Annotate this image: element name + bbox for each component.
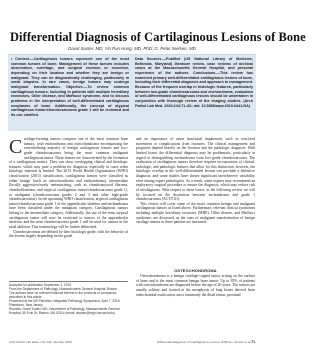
section-body bbox=[136, 274, 255, 297]
right-paragraph-2: This review will cover some of the more common benign and malignant cartilaginous tumors as listed above. Furthermore, relevant clinical syndromes including multiple hereditary exostoses (MHE), Ollier disease, and Maffucci syndrome, are discussed, as the rates of malignant transformation of benign cartilage tumors in these patients are increased. bbox=[136, 201, 255, 225]
abstract-left: • Context.—Cartilaginous tumors represent one of the most common tumors of bone. Management of these tumors includes observation, curettage, and surgical excision or resection, depending on their location and whether they are benign or malignant. They can be diagnostically challenging, particularly in small biopsies. In rare cases, benign tumors may undergo malignant transformation. Objective.—To review common cartilaginous tumors, including in patients with multiple hereditary exostoses, Ollier disease, and Maffucci syndrome, and to discuss problems in the interpretation of well-differentiated cartilaginous neoplasms of bone. Additionally, the concept of atypical cartilaginous tumor/chondrosarcoma grade 1 will be reviewed and its use clarified. bbox=[11, 57, 129, 117]
page-number: 71 bbox=[251, 340, 255, 344]
journal-footer: Arch Pathol Lab Med—Vol 144, January 2020 bbox=[9, 340, 72, 344]
footnote-rule bbox=[9, 281, 128, 282]
running-title-footer bbox=[157, 340, 255, 344]
section-paragraph: Osteochondroma is a benign cartilage-capped tumor arising on the surface of bone and is the most common benign bone tumor. Up to 85% of patients with osteochondroma are diagnosed before the age of 20 years. The tumors are usually solitary and located at the metaphysis of long bones derived from endochondral ossification, most commonly the distal femur, proximal bbox=[136, 274, 255, 297]
running-title: Differential Diagnosis of Cartilaginous Lesions of Bone—Suster et al bbox=[156, 340, 251, 344]
dropcap: C bbox=[9, 136, 23, 158]
section-heading: OSTEOCHONDROMA bbox=[174, 268, 217, 273]
footnote-accepted: Accepted for publication September 3, 2019. bbox=[9, 283, 72, 287]
body-column-left bbox=[9, 137, 128, 239]
article-authors: David Suster, MD; Yin Pun Hung, MD, PhD; G. Petur Nielsen, MD bbox=[68, 46, 196, 51]
abstract-right: Data Sources.—PubMed (US National Library of Medicine, Bethesda, Maryland) literature review, case reviews of archival cases at the Massachusetts General Hospital, and personal experience of the authors. Conclusions.—This review has examined primary well-differentiated cartilaginous lesions of bone, including their differential diagnosis and approach to management. Because of the frequent overlap in histologic features, particularly between low-grade chondrosarcoma and enchondroma, evaluation of well-differentiated cartilaginous lesions should be undertaken in conjunction with thorough review of the imaging studies. (Arch Pathol Lab Med. 2020;144:71–82; doi: 10.5858/arpa.2019-0441-RA) bbox=[135, 57, 254, 108]
footnotes bbox=[9, 283, 128, 315]
footnote-reprints: Reprints: David Suster, MD, Department of Pathology, Massachusetts General Hospital, 55 Fruit St, Boston, MA 02114 (email: dsuster@mgh.harvard.edu). bbox=[9, 307, 120, 316]
body-column-right bbox=[136, 137, 255, 225]
intro-continued: Chondrosarcomas are defined by their histologic grade, with the behavior of the lesions largely depending on the grade bbox=[9, 229, 128, 239]
right-paragraph-1: and on importance of cause functional impairment, such as restricted movement or complications from fractures. The clinical management and prognosis depend heavily on the location and the pathologic diagnosis. With limited tissue, the differential diagnosis may be problematic, particularly in regard to distinguishing enchondroma from low-grade chondrosarcoma. The evaluation of cartilaginous tumors therefore requires incorporation of clinical, radiologic, and pathologic features that allow for this distinction; however, the histologic overlap in the well-differentiated lesions can preclude a definitive diagnosis, and some studies have shown significant interobserver variability even among expert pathologists. As a result, some experts may recommend an exploratory surgical procedure to ensure the diagnosis, which may reduce risk of misdiagnosis. With respect to these issues, in the following review we will be focused on the distinction between enchondroma and grade 1 chondrosarcoma (ACT/CS1). bbox=[136, 137, 255, 202]
intro-text: artilage-forming tumors comprise one of the most common bone tumors, with enchondroma and osteochondroma encompassing the overwhelming majority of benign cartilaginous lesions and low-grade chondrosarcoma being the most common malignant cartilaginous tumor. These tumors are characterized by the formation of a cartilaginous matrix. They can show overlapping clinical and histologic features, which may pose a problem for diagnosis, especially in cases when histology material is limited. The 2013 World Health Organization (WHO) classification (2013) classification, cartilaginous tumors were classified as either benign (such as osteochondroma and enchondroma), intermediate (locally aggressive/rarely metastasizing, such as chondromyxoid fibroma, chondroblastoma, and atypical cartilaginous tumor/chondrosarcoma grade 1), or malignant (chondrosarcoma grades 2 and 3 and other high-grade chondrosarcomas). In the upcoming WHO classification, atypical cartilaginous tumor/chondrosarcoma grade 1 of the appendicular skeleton and enchondroma have been classified under the malignant category. Cartilaginous tumors belong to the intermediate category. Additionally, the use of the term atypical cartilaginous tumor will now be restricted to tumors of the appendicular skeleton, and the term chondrosarcoma grade 1 will be used for tumors in the axial skeleton. This terminology will be further delineated. bbox=[9, 137, 128, 229]
footnote-presented: Presented at the 6th Princeton Integrated Pathology Symposium; April 7, 2019; Plainsboro, New Jersey. bbox=[9, 299, 121, 308]
article-title: Differential Diagnosis of Cartilaginous Lesions of Bone bbox=[10, 30, 306, 44]
intro-paragraph bbox=[9, 137, 128, 230]
footnote-from: From the Department of Pathology, Massachusetts General Hospital, Boston. bbox=[9, 287, 118, 292]
footnote-disclosure: The authors have no relevant financial interest in the products or companies described in this article. bbox=[9, 291, 117, 300]
